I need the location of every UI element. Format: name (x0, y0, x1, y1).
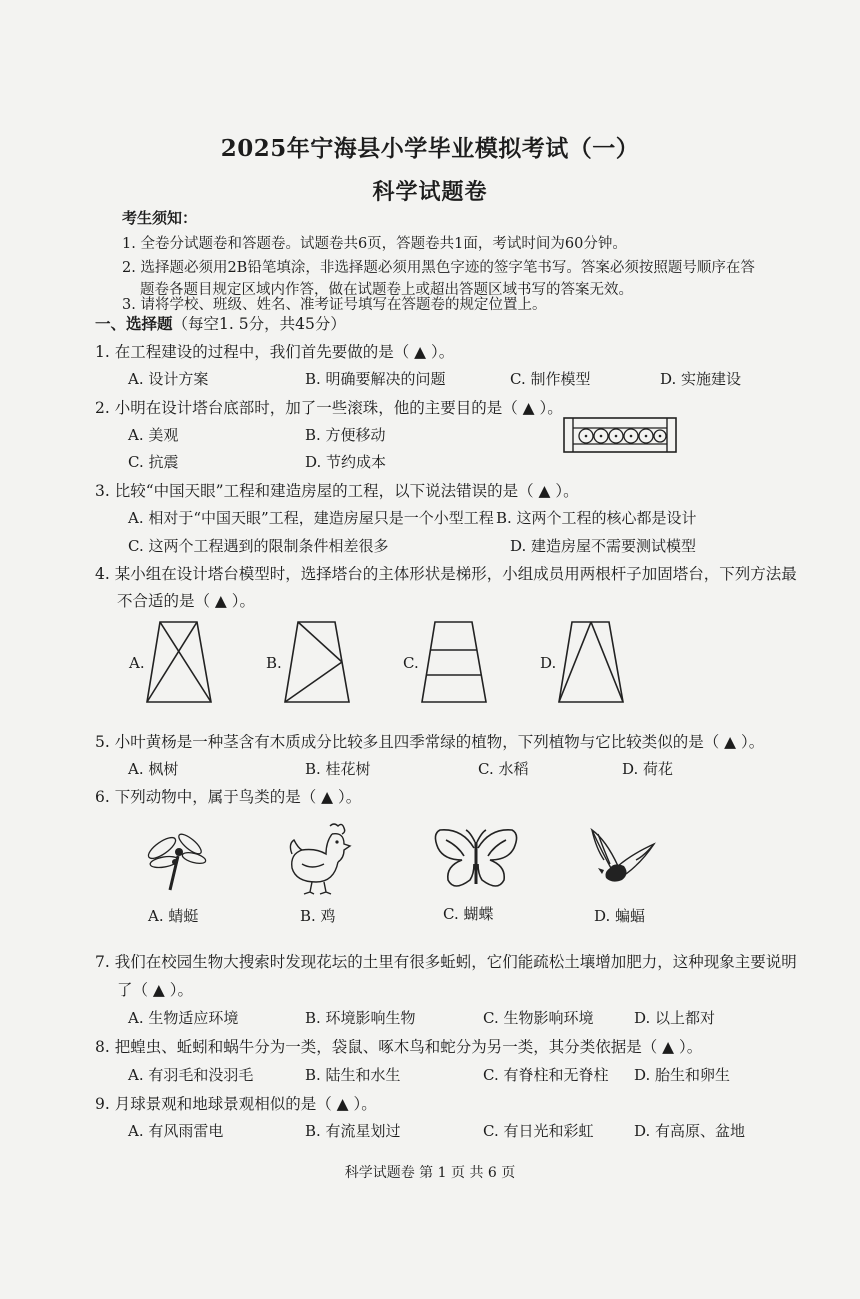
q1-option-c: C. 制作模型 (510, 370, 591, 388)
chicken-icon (286, 820, 352, 896)
q4-option-a: A. (129, 654, 145, 672)
question-8: 8. 把蝗虫、蚯蚓和蜗牛分为一类，袋鼠、啄木鸟和蛇分为另一类，其分类依据是（ ▲ ）。 (95, 1038, 703, 1056)
notice-item-2-cont: 题卷各题目规定区域内作答，做在试题卷上或超出答题区域书写的答案无效。 (140, 282, 633, 298)
q8-option-b: B. 陆生和水生 (305, 1066, 401, 1084)
section-label: 一、选择题 (95, 314, 173, 333)
q2-option-c: C. 抗震 (128, 453, 179, 471)
q3-option-d: D. 建造房屋不需要测试模型 (510, 537, 697, 555)
q6-option-d: D. 蝙蝠 (594, 907, 646, 925)
ball-bearing-base-figure (563, 417, 677, 453)
question-2: 2. 小明在设计塔台底部时，加了一些滚珠，他的主要目的是（ ▲ ）。 (95, 399, 563, 417)
q2-option-b: B. 方便移动 (305, 426, 386, 444)
exam-subtitle: 科学试题卷 (372, 179, 488, 205)
q3-option-c: C. 这两个工程遇到的限制条件相差很多 (128, 537, 389, 555)
q1-option-b: B. 明确要解决的问题 (305, 370, 446, 388)
q8-option-d: D. 胎生和卵生 (634, 1066, 731, 1084)
q9-option-b: B. 有流星划过 (305, 1122, 401, 1140)
q3-option-b: B. 这两个工程的核心都是设计 (496, 509, 697, 527)
q8-option-c: C. 有脊柱和无脊柱 (483, 1066, 609, 1084)
q8-option-a: A. 有羽毛和没羽毛 (128, 1066, 254, 1084)
question-4: 4. 某小组在设计塔台模型时，选择塔台的主体形状是梯形，小组成员用两根杆子加固塔台，下列方法最 (95, 565, 797, 583)
q5-option-d: D. 荷花 (622, 760, 674, 778)
q5-option-c: C. 水稻 (478, 760, 529, 778)
butterfly-icon (432, 826, 520, 896)
question-4-cont: 不合适的是（ ▲ ）。 (117, 592, 256, 610)
q4-option-d: D. (540, 654, 557, 672)
tower-figure-c (420, 620, 488, 704)
q6-option-c: C. 蝴蝶 (443, 905, 494, 923)
q9-option-c: C. 有日光和彩虹 (483, 1122, 594, 1140)
tower-figure-a (145, 620, 213, 704)
tower-figure-b (283, 620, 351, 704)
q7-option-c: C. 生物影响环境 (483, 1009, 594, 1027)
q5-option-a: A. 枫树 (128, 760, 179, 778)
section-heading (95, 312, 346, 334)
notice-item-2: 2. 选择题必须用2B铅笔填涂，非选择题必须用黑色字迹的签字笔书写。答案必须按照题号顺序在答 (122, 260, 755, 276)
notice-item-3: 3. 请将学校、班级、姓名、准考证号填写在答题卷的规定位置上。 (122, 297, 547, 313)
q3-option-a: A. 相对于“中国天眼”工程，建造房屋只是一个小型工程 (128, 509, 494, 527)
page-footer: 科学试题卷 第 1 页 共 6 页 (344, 1165, 516, 1181)
exam-title: 2025年宁海县小学毕业模拟考试（一） (220, 135, 640, 162)
question-3: 3. 比较“中国天眼”工程和建造房屋的工程，以下说法错误的是（ ▲ ）。 (95, 482, 579, 500)
q1-option-d: D. 实施建设 (660, 370, 742, 388)
question-6: 6. 下列动物中，属于鸟类的是（ ▲ ）。 (95, 788, 362, 806)
dragonfly-icon (140, 830, 210, 896)
q6-option-b: B. 鸡 (300, 907, 336, 925)
q4-option-b: B. (266, 654, 282, 672)
q7-option-b: B. 环境影响生物 (305, 1009, 416, 1027)
q7-option-d: D. 以上都对 (634, 1009, 716, 1027)
notice-item-1: 1. 全卷分试题卷和答题卷。试题卷共6页，答题卷共1面，考试时间为60分钟。 (122, 236, 627, 252)
notice-heading: 考生须知： (122, 209, 198, 227)
question-5: 5. 小叶黄杨是一种茎含有木质成分比较多且四季常绿的植物，下列植物与它比较类似的是（ ▲ ）。 (95, 733, 765, 751)
q9-option-d: D. 有高原、盆地 (634, 1122, 746, 1140)
question-9: 9. 月球景观和地球景观相似的是（ ▲ ）。 (95, 1095, 377, 1113)
question-7: 7. 我们在校园生物大搜索时发现花坛的土里有很多蚯蚓，它们能疏松土壤增加肥力，这种现象主要说明 (95, 953, 797, 971)
question-7-cont: 了（ ▲ ）。 (117, 981, 194, 999)
tower-figure-d (557, 620, 625, 704)
q9-option-a: A. 有风雨雷电 (128, 1122, 224, 1140)
q4-option-c: C. (403, 654, 419, 672)
q1-option-a: A. 设计方案 (128, 370, 209, 388)
q2-option-a: A. 美观 (128, 426, 179, 444)
question-1: 1. 在工程建设的过程中，我们首先要做的是（ ▲ ）。 (95, 343, 455, 361)
q2-option-d: D. 节约成本 (305, 453, 387, 471)
section-note: （每空1. 5分，共45分） (172, 315, 346, 333)
q6-option-a: A. 蜻蜓 (148, 907, 199, 925)
q7-option-a: A. 生物适应环境 (128, 1009, 239, 1027)
q5-option-b: B. 桂花树 (305, 760, 371, 778)
bat-icon (582, 826, 658, 896)
